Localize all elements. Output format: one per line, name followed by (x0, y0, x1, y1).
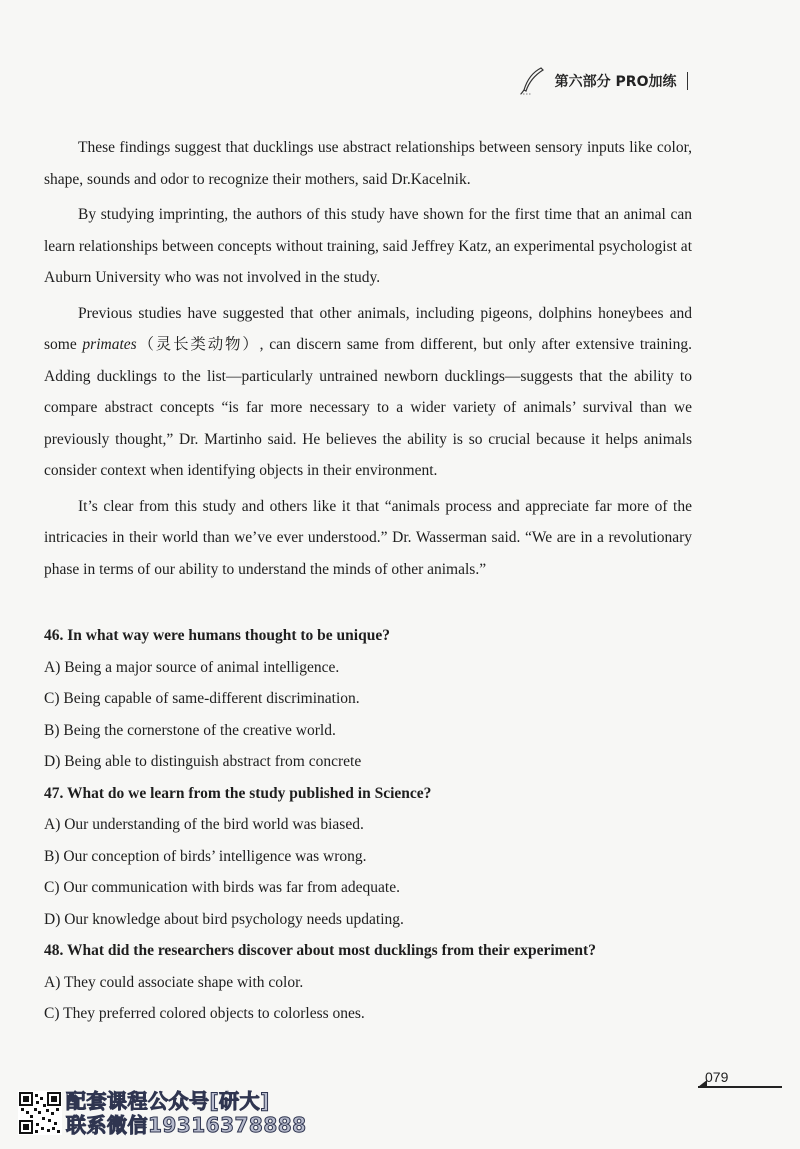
option: A) They could associate shape with color. (44, 973, 304, 991)
option: D) Being able to distinguish abstract from concrete (44, 753, 362, 770)
promo-footer (18, 1089, 307, 1137)
page-number: 079 (705, 1069, 729, 1085)
question-48: 48. What did the researchers discover about most ducklings from their experiment? (44, 942, 596, 959)
header-divider (687, 72, 689, 90)
promo-text (66, 1089, 307, 1137)
option: C) Being capable of same-different discrimination. (44, 690, 360, 707)
paragraph-text: Previous studies have suggested that other animals, including pigeons, dolphins honeybees and some (44, 304, 692, 353)
page-number-rule (698, 1086, 782, 1088)
question-list (44, 620, 692, 1030)
document-body (44, 132, 692, 1030)
option: C) Our communication with birds was far from adequate. (44, 879, 400, 896)
option: A) Our understanding of the bird world was biased. (44, 816, 364, 833)
qr-code-icon (18, 1091, 62, 1135)
quill-pen-icon (517, 66, 547, 96)
promo-line-2: 联系微信19316378888 (66, 1113, 307, 1137)
italic-term: primates (82, 336, 137, 353)
option: D) Our knowledge about bird psychology needs updating. (44, 910, 404, 928)
paragraph: By studying imprinting, the authors of this study have shown for the first time that an animal can learn relationships between concepts without training, said Jeffrey Katz, an experimental psychologist at Auburn University who was not involved in the study. (44, 206, 692, 286)
page-header (517, 66, 688, 96)
promo-line-1: 配套课程公众号[研大] (66, 1089, 270, 1113)
option: C) They preferred colored objects to colorless ones. (44, 1005, 365, 1022)
option: B) Being the cornerstone of the creative world. (44, 721, 336, 739)
paragraph: These findings suggest that ducklings use abstract relationships between sensory inputs like color, shape, sounds and odor to recognize their mothers, said Dr.Kacelnik. (44, 139, 692, 188)
paragraph-text: , can discern same from different, but only after extensive training. Adding ducklings to the list—particularly untrained newborn ducklings—suggests that the ability to compare abstract concepts “is far more necessary to a wider variety of animals’ survival than we previously thought,” Dr. Martinho said. He believes the ability is so crucial because it helps animals consider context when identifying objects in their environment. (44, 336, 692, 479)
question-46: 46. In what way were humans thought to be unique? (44, 627, 390, 644)
option: A) Being a major source of animal intelligence. (44, 658, 340, 676)
paragraph (44, 298, 692, 487)
section-title: 第六部分 PRO加练 (554, 74, 677, 90)
paragraph: It’s clear from this study and others like it that “animals process and appreciate far more of the intricacies in their world than we’ve ever understood.” Dr. Wasserman said. “We are in a revolutionary phase in terms of our ability to understand the minds of other animals.” (44, 497, 692, 578)
chinese-gloss: （灵长类动物） (136, 336, 260, 353)
question-47: 47. What do we learn from the study published in Science? (44, 784, 432, 802)
option: B) Our conception of birds’ intelligence was wrong. (44, 847, 367, 865)
